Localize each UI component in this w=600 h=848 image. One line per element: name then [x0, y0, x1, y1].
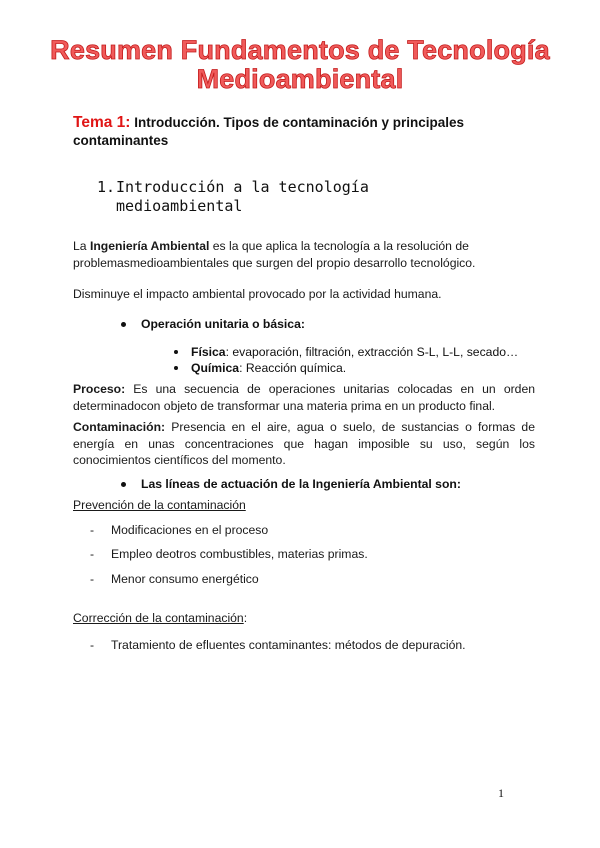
lines-heading: Las líneas de actuación de la Ingeniería Ambiental son: [141, 477, 461, 491]
section-number: 1. [97, 178, 116, 196]
item-text: : evaporación, filtración, extracción S-L, L-L, secado… [225, 345, 519, 359]
dash-marker: - [90, 547, 95, 561]
topic-heading [73, 114, 543, 150]
correction-heading: Corrección de la contaminación [73, 611, 244, 625]
list-item [90, 546, 368, 562]
list-item [90, 571, 259, 587]
intro-term: Ingeniería Ambiental [89, 239, 210, 253]
document-title [40, 36, 560, 94]
section-title-line-1: Introducción a la tecnología [116, 178, 369, 196]
intro-text: es la que aplica la tecnología a la resolución de problemasmedioambientales que surgen del propio desarrollo tecnológico. [73, 239, 476, 270]
dash-marker: - [90, 572, 95, 586]
prevention-item: Empleo deotros combustibles, materias primas. [111, 547, 368, 561]
topic-text: Introducción. Tipos de contaminación y principales contaminantes [73, 115, 465, 148]
section-title-line-2: medioambiental [116, 197, 243, 215]
prevention-item: Menor consumo energético [111, 572, 259, 586]
item-text: : Reacción química. [239, 361, 347, 375]
prevention-heading: Prevención de la contaminación [73, 498, 246, 512]
contamination-term: Contaminación: [73, 420, 166, 434]
process-text: Es una secuencia de operaciones unitarias colocadas en un orden determinadocon objeto de transformar una materia prima en un producto final. [73, 382, 535, 413]
correction-heading-wrap [73, 610, 247, 626]
unit-operation-heading: Operación unitaria o básica: [141, 317, 305, 331]
process-paragraph [73, 381, 535, 414]
prevention-item: Modificaciones en el proceso [111, 523, 269, 537]
title-line-2: Medioambiental [196, 64, 404, 94]
intro-paragraph [73, 238, 535, 271]
topic-label: Tema 1: [73, 114, 131, 131]
contamination-paragraph [73, 419, 535, 469]
intro-pre: La [73, 239, 90, 253]
item-term: Física [191, 345, 226, 359]
impact-paragraph: Disminuye el impacto ambiental provocado por la actividad humana. [73, 287, 442, 301]
correction-heading-colon: : [243, 611, 248, 625]
list-item [191, 360, 346, 377]
bullet-dot [174, 350, 178, 354]
list-item [90, 522, 268, 538]
section-heading [97, 178, 369, 216]
correction-item: Tratamiento de efluentes contaminantes: métodos de depuración. [111, 638, 466, 652]
bullet-dot [121, 322, 126, 327]
process-term: Proceso: [73, 382, 126, 396]
list-item [90, 637, 466, 653]
title-line-1: Resumen Fundamentos de Tecnología [50, 35, 550, 65]
dash-marker: - [90, 638, 95, 652]
page-number: 1 [498, 786, 504, 800]
item-term: Química [191, 361, 240, 375]
bullet-dot [121, 482, 126, 487]
bullet-dot [174, 366, 178, 370]
list-item [191, 344, 518, 361]
dash-marker: - [90, 523, 95, 537]
contamination-text: Presencia en el aire, agua o suelo, de sustancias o formas de energía en unas concentraciones que hagan imposible su uso, según los conocimientos científicos del momento. [73, 420, 535, 467]
